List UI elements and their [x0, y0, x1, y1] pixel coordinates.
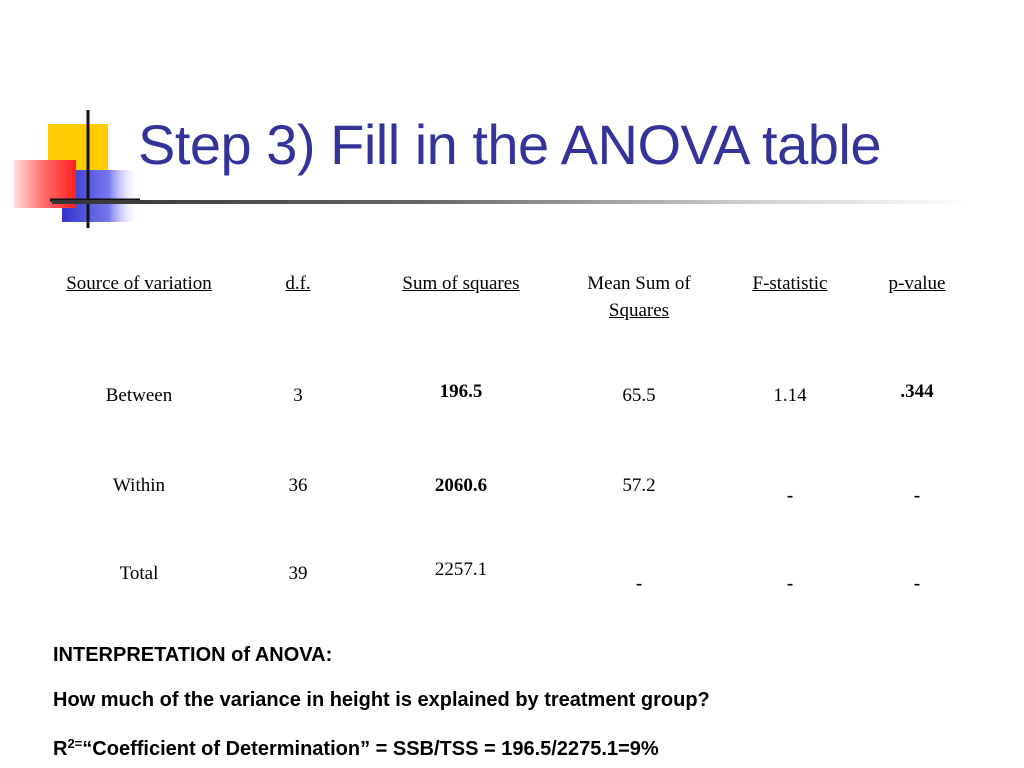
table-cell-ss: 196.5 [439, 381, 483, 402]
table-cell-ms: 57.2 [622, 475, 656, 496]
header-mean-sum-of-squares-line2: Squares [608, 300, 670, 321]
table-cell-f: - [786, 573, 794, 594]
formula-text: “Coefficient of Determination” = SSB/TSS = 196.5/2275.1=9% [82, 738, 659, 760]
table-cell-df: 39 [288, 563, 308, 584]
header-df: d.f. [285, 273, 311, 294]
table-cell-ms: 65.5 [622, 385, 656, 406]
table-cell-ms: - [635, 573, 643, 594]
table-cell-source: Between [105, 385, 173, 406]
header-f-statistic: F-statistic [752, 273, 828, 294]
header-sum-of-squares: Sum of squares [402, 273, 520, 294]
slide-logo-decoration [0, 0, 140, 240]
table-cell-ss: 2257.1 [434, 559, 488, 580]
title-underline-rule [52, 200, 972, 204]
interpretation-formula [53, 736, 659, 761]
header-mean-sum-of-squares [587, 270, 690, 324]
slide-title: Step 3) Fill in the ANOVA table [138, 113, 881, 176]
table-cell-p: .344 [900, 381, 934, 402]
formula-superscript: 2= [67, 736, 83, 751]
table-cell-ss: 2060.6 [434, 475, 488, 496]
header-source-of-variation: Source of variation [66, 273, 212, 294]
formula-r: R [53, 738, 68, 760]
table-cell-p: - [913, 573, 921, 594]
table-cell-source: Within [112, 475, 166, 496]
header-p-value: p-value [888, 273, 946, 294]
table-cell-p: - [913, 485, 921, 506]
table-cell-f: 1.14 [773, 385, 807, 406]
table-cell-source: Total [119, 563, 159, 584]
interpretation-heading: INTERPRETATION of ANOVA: [53, 644, 333, 666]
table-cell-df: 3 [293, 385, 303, 406]
header-mean-sum-of-squares-line1: Mean Sum of [587, 273, 691, 294]
table-cell-f: - [786, 485, 794, 506]
table-cell-df: 36 [288, 475, 308, 496]
interpretation-question: How much of the variance in height is explained by treatment group? [53, 689, 710, 711]
